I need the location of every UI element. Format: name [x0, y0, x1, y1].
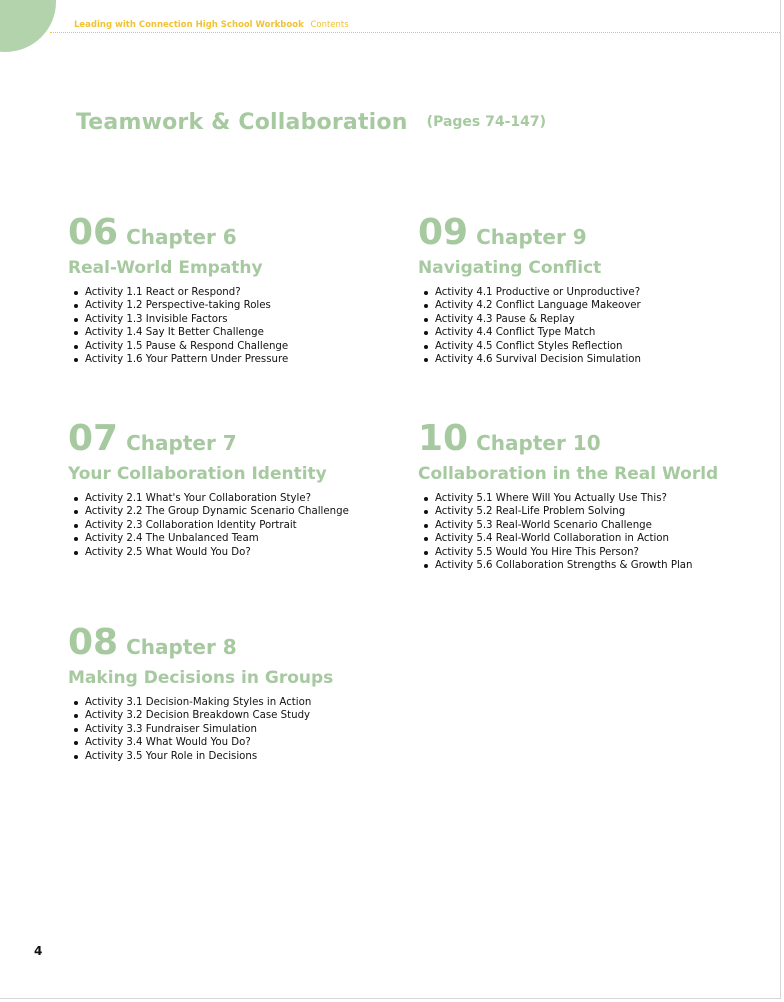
header-book-title: Leading with Connection High School Workbook [74, 20, 304, 30]
activity-item: Activity 1.2 Perspective-taking Roles [85, 299, 398, 312]
section-heading [76, 110, 546, 135]
chapter-number: 07 [68, 418, 119, 459]
chapter-heading [68, 212, 398, 252]
activity-item: Activity 5.1 Where Will You Actually Use This? [435, 492, 748, 505]
chapter-number: 06 [68, 212, 119, 253]
activity-item: Activity 1.3 Invisible Factors [85, 313, 398, 326]
activity-item: Activity 3.3 Fundraiser Simulation [85, 723, 398, 736]
activity-item: Activity 3.1 Decision-Making Styles in Action [85, 696, 398, 709]
activity-item: Activity 4.4 Conflict Type Match [435, 326, 748, 339]
running-header [74, 19, 349, 31]
chapter-block-8 [68, 622, 398, 763]
chapter-number: 09 [418, 212, 469, 253]
chapter-block-9 [418, 212, 748, 366]
chapter-title: Your Collaboration Identity [68, 464, 327, 484]
chapter-block-7 [68, 418, 398, 559]
activity-item: Activity 1.4 Say It Better Challenge [85, 326, 398, 339]
chapter-heading [68, 418, 398, 458]
activity-item: Activity 4.1 Productive or Unproductive? [435, 286, 748, 299]
header-section: Contents [310, 20, 349, 30]
page-number: 4 [34, 944, 43, 958]
chapter-title: Navigating Conflict [418, 258, 602, 278]
activity-item: Activity 5.6 Collaboration Strengths & Growth Plan [435, 559, 748, 572]
chapter-label: Chapter 9 [476, 225, 587, 249]
activity-list [418, 492, 748, 572]
corner-decoration [0, 0, 56, 52]
page-title: Teamwork & Collaboration [76, 110, 408, 135]
chapter-title: Collaboration in the Real World [418, 464, 719, 484]
activity-item: Activity 4.5 Conflict Styles Reflection [435, 340, 748, 353]
activity-item: Activity 3.4 What Would You Do? [85, 736, 398, 749]
activity-item: Activity 5.2 Real-Life Problem Solving [435, 505, 748, 518]
activity-list [68, 696, 398, 763]
page-range: (Pages 74-147) [426, 114, 547, 130]
chapter-label: Chapter 8 [126, 635, 237, 659]
chapter-title: Making Decisions in Groups [68, 668, 334, 688]
activity-item: Activity 2.2 The Group Dynamic Scenario Challenge [85, 505, 398, 518]
activity-item: Activity 5.5 Would You Hire This Person? [435, 546, 748, 559]
chapter-label: Chapter 6 [126, 225, 237, 249]
activity-item: Activity 5.3 Real-World Scenario Challenge [435, 519, 748, 532]
chapter-label: Chapter 7 [126, 431, 237, 455]
activity-list [418, 286, 748, 366]
chapter-label: Chapter 10 [476, 431, 601, 455]
activity-item: Activity 3.5 Your Role in Decisions [85, 750, 398, 763]
chapter-heading [68, 622, 398, 662]
chapter-number: 10 [418, 418, 469, 459]
activity-item: Activity 1.6 Your Pattern Under Pressure [85, 353, 398, 366]
activity-item: Activity 2.4 The Unbalanced Team [85, 532, 398, 545]
activity-list [68, 286, 398, 366]
chapter-number: 08 [68, 622, 119, 663]
activity-list [68, 492, 398, 559]
chapter-block-10 [418, 418, 748, 572]
activity-item: Activity 2.3 Collaboration Identity Portrait [85, 519, 398, 532]
activity-item: Activity 5.4 Real-World Collaboration in Action [435, 532, 748, 545]
activity-item: Activity 1.5 Pause & Respond Challenge [85, 340, 398, 353]
activity-item: Activity 4.3 Pause & Replay [435, 313, 748, 326]
activity-item: Activity 3.2 Decision Breakdown Case Study [85, 709, 398, 722]
chapter-block-6 [68, 212, 398, 366]
chapter-heading [418, 212, 748, 252]
header-divider [50, 32, 780, 33]
chapter-title: Real-World Empathy [68, 258, 263, 278]
chapter-heading [418, 418, 748, 458]
activity-item: Activity 2.5 What Would You Do? [85, 546, 398, 559]
activity-item: Activity 4.6 Survival Decision Simulation [435, 353, 748, 366]
activity-item: Activity 4.2 Conflict Language Makeover [435, 299, 748, 312]
activity-item: Activity 2.1 What's Your Collaboration Style? [85, 492, 398, 505]
activity-item: Activity 1.1 React or Respond? [85, 286, 398, 299]
